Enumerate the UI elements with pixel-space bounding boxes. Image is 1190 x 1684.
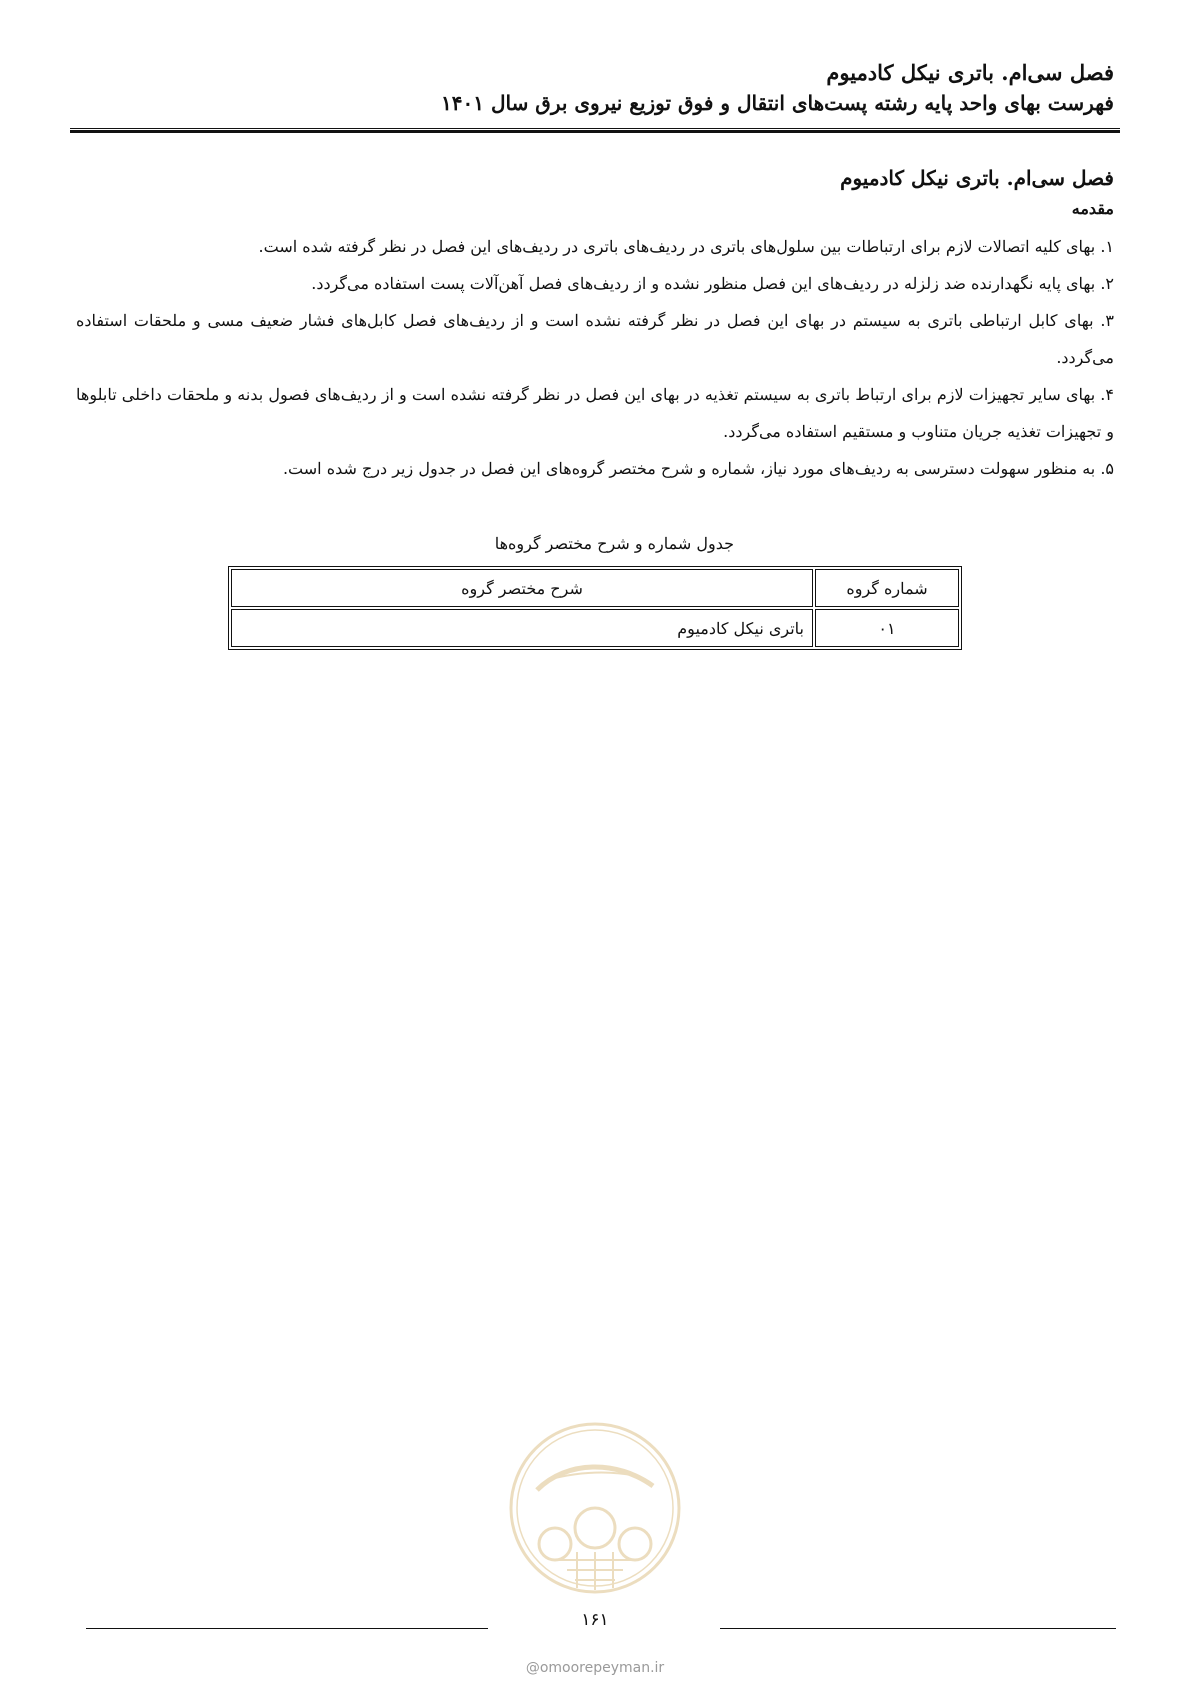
header-rule	[70, 128, 1120, 133]
paragraph-3: ۳. بهای کابل ارتباطی باتری به سیستم در بهای این فصل در نظر گرفته نشده است و از ردیف‌های فصل کابل‌های فشار ضعیف مسی و ملحقات استفاده می‌گردد.	[76, 311, 1114, 367]
table-header-group-number: شماره گروه	[815, 569, 959, 607]
header-chapter-title: فصل سی‌ام. باتری نیکل کادمیوم	[826, 60, 1114, 85]
site-credit[interactable]	[500, 1660, 690, 1676]
paragraph-2: ۲. بهای پایه نگهدارنده ضد زلزله در ردیف‌های این فصل منظور نشده و از ردیف‌های فصل آهن‌آلات پست استفاده می‌گردد.	[311, 274, 1114, 293]
header-book-title: فهرست بهای واحد پایه رشته پست‌های انتقال و فوق توزیع نیروی برق سال ۱۴۰۱	[441, 91, 1114, 115]
footer-rule-right	[720, 1628, 1116, 1629]
page-header	[76, 58, 1114, 118]
table-caption: جدول شماره و شرح مختصر گروه‌ها	[494, 534, 734, 553]
section-title: فصل سی‌ام. باتری نیکل کادمیوم	[840, 166, 1114, 190]
group-table	[228, 566, 962, 650]
site-credit-icon: @	[525, 1660, 540, 1676]
table-header-row	[231, 569, 959, 607]
table-header-group-description: شرح مختصر گروه	[231, 569, 813, 607]
site-credit-text: omoorepeyman.ir	[539, 1660, 665, 1676]
table-cell-group-number: ۰۱	[815, 609, 959, 647]
table-row	[231, 609, 959, 647]
table-cell-group-description: باتری نیکل کادمیوم	[231, 609, 813, 647]
page-number: ۱۶۱	[581, 1610, 609, 1630]
intro-heading: مقدمه	[1071, 199, 1114, 218]
paragraph-1: ۱. بهای کلیه اتصالات لازم برای ارتباطات بین سلول‌های باتری در ردیف‌های باتری در ردیف‌های این فصل در نظر گرفته شده است.	[258, 237, 1114, 256]
watermark-seal-icon	[507, 1420, 683, 1596]
paragraph-5: ۵. به منظور سهولت دسترسی به ردیف‌های مورد نیاز، شماره و شرح مختصر گروه‌های این فصل در جدول زیر درج شده است.	[282, 459, 1114, 478]
seal-logo-svg	[507, 1420, 683, 1596]
section-content	[76, 162, 1114, 487]
paragraph-4: ۴. بهای سایر تجهیزات لازم برای ارتباط باتری به سیستم تغذیه در بهای این فصل در نظر گرفته نشده است و از ردیف‌های فصول بدنه و ملحقات داخلی تابلوها و تجهیزات تغذیه جریان متناوب و مستقیم استفاده می‌گردد.	[76, 385, 1114, 441]
footer-rule-left	[86, 1628, 488, 1629]
